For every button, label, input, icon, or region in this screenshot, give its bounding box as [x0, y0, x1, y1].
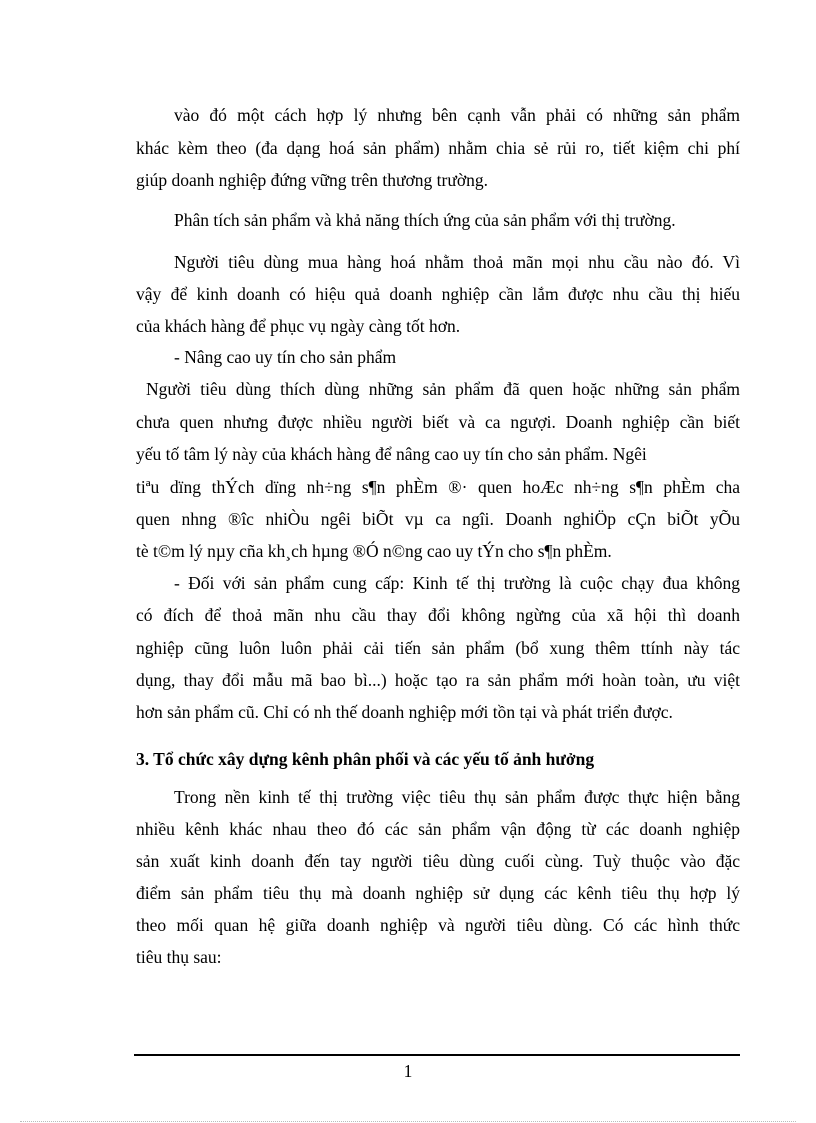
- text-line: khác kèm theo (đa dạng hoá sản phẩm) nhằm chia sẻ rủi ro, tiết kiệm chi phí: [136, 138, 740, 158]
- text-line: dụng, thay đổi mẫu mã bao bì...) hoặc tạo ra sản phẩm mới hoàn toàn, ưu việt: [136, 670, 740, 690]
- page-number: 1: [403, 1061, 413, 1081]
- list-item: - Nâng cao uy tín cho sản phẩm: [174, 347, 397, 367]
- text-line: Người tiêu dùng thích dùng những sản phẩm đã quen hoặc những sản phẩm: [146, 379, 740, 399]
- text-line: yếu tố tâm lý này của khách hàng để nâng cao uy tín cho sản phẩm. Ngêi: [136, 444, 647, 464]
- text-line: nhiều kênh khác nhau theo đó các sản phẩm vận động từ các doanh nghiệp: [136, 819, 740, 839]
- text-line: nghiệp cũng luôn luôn phải cải tiến sản phẩm (bổ xung thêm ttính này tác: [136, 638, 740, 658]
- text-line: của khách hàng để phục vụ ngày càng tốt hơn.: [136, 316, 461, 336]
- text-line: theo mối quan hệ giữa doanh nghiệp và người tiêu dùng. Có các hình thức: [136, 915, 740, 935]
- text-line: có đích để thoả mãn nhu cầu thay đổi không ngừng của xã hội thì doanh: [136, 605, 740, 625]
- text-line: hơn sản phẩm cũ. Chỉ có nh thế doanh nghiệp mới tồn tại và phát triển được.: [136, 702, 673, 722]
- text-line: chưa quen nhưng được nhiều người biết và ca ngượi. Doanh nghiệp cần biết: [136, 412, 740, 432]
- garbled-text-line: tè t©m lý nµy cña kh¸ch hµng ®Ó n©ng cao uy tÝn cho s¶n phÈm.: [136, 541, 612, 561]
- page-bottom-edge: [20, 1121, 796, 1122]
- text-line: giúp doanh nghiệp đứng vững trên thương trường.: [136, 170, 488, 190]
- text-line: sản xuất kinh doanh đến tay người tiêu dùng cuối cùng. Tuỳ thuộc vào đặc: [136, 851, 740, 871]
- garbled-text-line: quen nhng ®îc nhiÒu ngêi biÕt vµ ca ngîi. Doanh nghiÖp cÇn biÕt yÕu: [136, 509, 740, 529]
- text-line: tiêu thụ sau:: [136, 947, 222, 967]
- footer-rule: [134, 1054, 740, 1056]
- text-line: Người tiêu dùng mua hàng hoá nhằm thoả mãn mọi nhu cầu nào đó. Vì: [174, 252, 740, 272]
- text-line: điểm sản phẩm tiêu thụ mà doanh nghiệp sử dụng các kênh tiêu thụ hợp lý: [136, 883, 740, 903]
- text-line: vậy để kinh doanh có hiệu quả doanh nghiệp cần lắm được nhu cầu thị hiếu: [136, 284, 740, 304]
- garbled-text-line: tiªu dïng thÝch dïng nh÷ng s¶n phÈm ®· quen hoÆc nh÷ng s¶n phÈm cha: [136, 477, 740, 497]
- text-line: vào đó một cách hợp lý nhưng bên cạnh vẫn phải có những sản phẩm: [174, 105, 740, 125]
- text-line: Phân tích sản phẩm và khả năng thích ứng của sản phẩm với thị trường.: [174, 210, 676, 230]
- text-line: Trong nền kinh tế thị trường việc tiêu thụ sản phẩm được thực hiện bằng: [174, 787, 740, 807]
- section-heading: 3. Tổ chức xây dựng kênh phân phối và các yếu tố ảnh hưởng: [136, 749, 595, 769]
- text-line: - Đối với sản phẩm cung cấp: Kinh tế thị trường là cuộc chạy đua không: [174, 573, 740, 593]
